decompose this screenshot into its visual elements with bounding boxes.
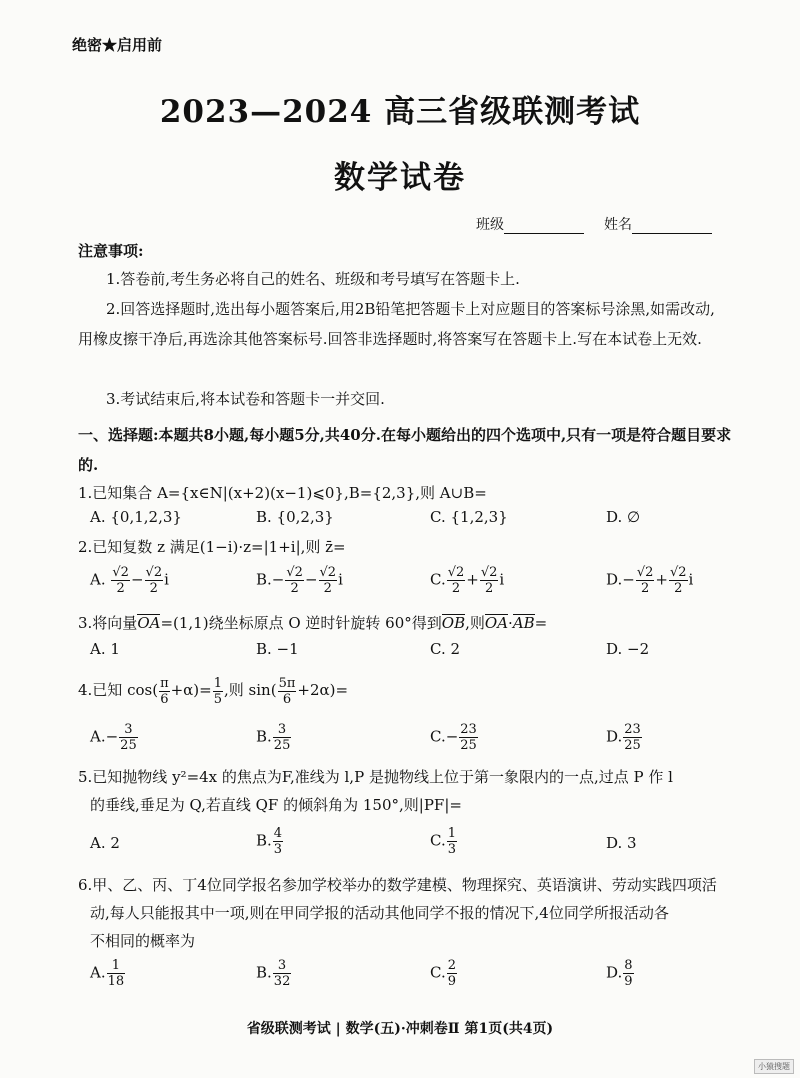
- q1-option-a: A. {0,1,2,3}: [90, 508, 182, 526]
- question-6-stem-line-2: 动,每人只能报其中一项,则在甲同学报的活动其他同学不报的情况下,4位同学所报活动各: [90, 904, 669, 922]
- section-heading: 一、选择题:本题共8小题,每小题5分,共40分.在每小题给出的四个选项中,只有一项是符合题目要求的.: [78, 426, 732, 474]
- name-label: 姓名: [604, 217, 632, 233]
- question-6-stem-line-3: 不相同的概率为: [90, 932, 196, 950]
- q2-option-b: B.− $\frac{√2}{2}$ − $\frac{√2}{2}$ i: [256, 565, 343, 596]
- class-label: 班级: [476, 217, 504, 233]
- q4-option-b: B. $\frac{3}{25}$: [256, 722, 291, 753]
- question-5-stem-line-1: 5.已知抛物线 y²=4x 的焦点为F,准线为 l,P 是抛物线上位于第一象限内的一点,过点 P 作 l: [78, 768, 673, 786]
- notice-heading: 注意事项:: [78, 242, 144, 260]
- q6-option-d: D. $\frac{8}{9}$: [606, 958, 633, 989]
- q5-option-d: D. 3: [606, 834, 637, 852]
- q3-option-d: D. −2: [606, 640, 650, 658]
- q6-option-b: B. $\frac{3}{32}$: [256, 958, 291, 989]
- class-field: [476, 214, 584, 234]
- notice-item-3: 3.考试结束后,将本试卷和答题卡一并交回.: [106, 390, 385, 408]
- q4-option-a: A.− $\frac{3}{25}$: [90, 722, 137, 753]
- question-3-stem: 3.将向量OA=(1,1)绕坐标原点 O 逆时针旋转 60°得到OB,则OA·AB=: [78, 614, 548, 632]
- q3-option-c: C. 2: [430, 640, 461, 658]
- notice-item-1: 1.答卷前,考生务必将自己的姓名、班级和考号填写在答题卡上.: [106, 270, 520, 288]
- q3-option-a: A. 1: [90, 640, 120, 658]
- confidential-label: 绝密★启用前: [72, 36, 163, 54]
- q2-option-a: A. $\frac{√2}{2}$ − $\frac{√2}{2}$ i: [90, 565, 169, 596]
- q3-option-b: B. −1: [256, 640, 299, 658]
- q4-option-d: D. $\frac{23}{25}$: [606, 722, 641, 753]
- question-2-stem: 2.已知复数 z 满足(1−i)·z=|1+i|,则 z̄=: [78, 538, 346, 556]
- watermark-badge: 小猿搜题: [754, 1059, 794, 1074]
- q5-option-b: B. $\frac{4}{3}$: [256, 826, 283, 857]
- question-6-stem-line-1: 6.甲、乙、丙、丁4位同学报名参加学校举办的数学建模、物理探究、英语演讲、劳动实践四项活: [78, 876, 717, 894]
- exam-subtitle: 数学试卷: [334, 160, 466, 196]
- q4-option-c: C.− $\frac{23}{25}$: [430, 722, 477, 753]
- class-blank: [504, 233, 584, 234]
- name-blank: [632, 233, 712, 234]
- q6-option-c: C. $\frac{2}{9}$: [430, 958, 456, 989]
- q5-option-a: A. 2: [90, 834, 120, 852]
- page-footer: 省级联测考试 | 数学(五)·冲刺卷Ⅱ 第1页(共4页): [246, 1021, 554, 1037]
- question-5-stem-line-2: 的垂线,垂足为 Q,若直线 QF 的倾斜角为 150°,则|PF|=: [90, 796, 462, 814]
- q5-option-c: C. $\frac{1}{3}$: [430, 826, 456, 857]
- q1-option-b: B. {0,2,3}: [256, 508, 334, 526]
- notice-item-2: 2.回答选择题时,选出每小题答案后,用2B铅笔把答题卡上对应题目的答案标号涂黑,如需改动,用橡皮擦干净后,再选涂其他答案标号.回答非选择题时,将答案写在答题卡上.写在本试卷上无效.: [78, 300, 715, 348]
- name-field: [604, 214, 712, 234]
- q1-option-c: C. {1,2,3}: [430, 508, 508, 526]
- q1-option-d: D. ∅: [606, 508, 641, 526]
- q6-option-a: A. $\frac{1}{18}$: [90, 958, 125, 989]
- question-1-stem: 1.已知集合 A={x∈N|(x+2)(x−1)⩽0},B={2,3},则 A∪B=: [78, 484, 487, 502]
- exam-title: 2023—2024 高三省级联测考试: [159, 94, 641, 130]
- question-4-stem: 4.已知 cos( $\frac{\pi}{6}$ +α)= $\frac{1}{5}$ ,则 sin( $\frac{5\pi}{6}$ +2α)=: [78, 675, 349, 707]
- q2-option-c: C. $\frac{√2}{2}$ + $\frac{√2}{2}$ i: [430, 565, 505, 596]
- q2-option-d: D.− $\frac{√2}{2}$ + $\frac{√2}{2}$ i: [606, 565, 694, 596]
